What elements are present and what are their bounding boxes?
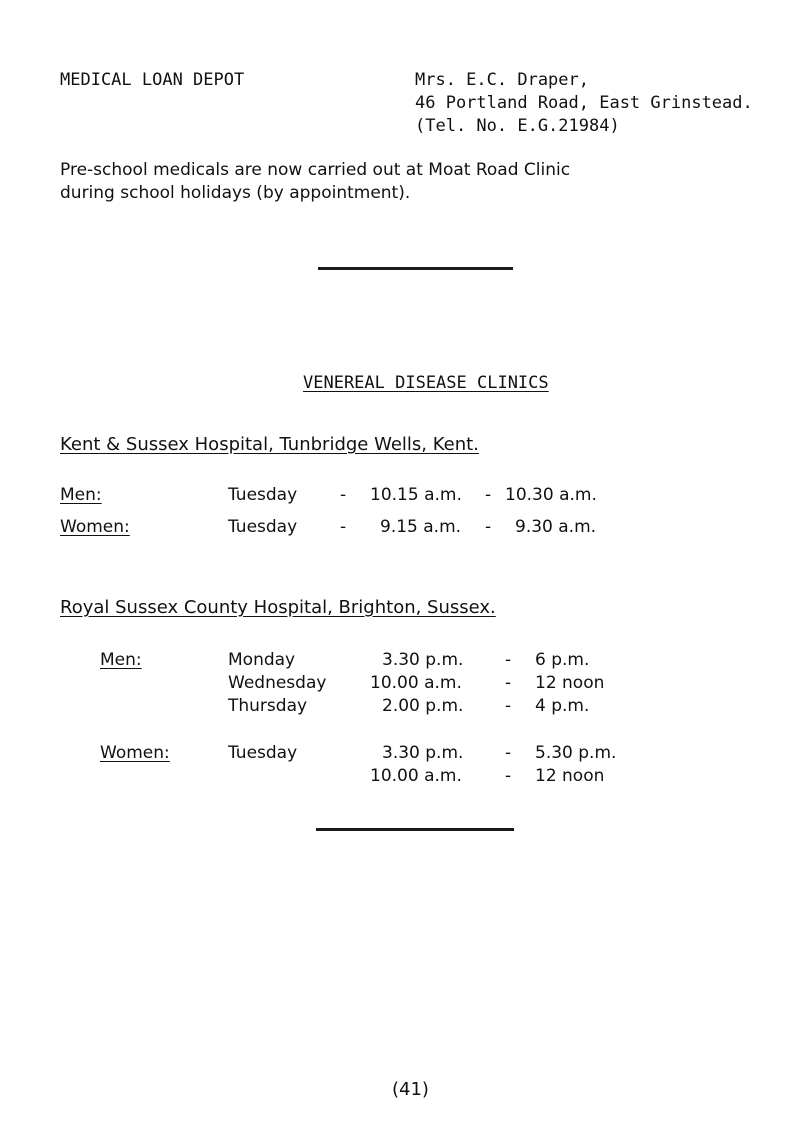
loan-depot-title: MEDICAL LOAN DEPOT (60, 70, 245, 90)
royal-row (0, 673, 800, 697)
kent-group-label: Women: (60, 517, 130, 537)
kent-end-time: 10.30 a.m. (505, 485, 597, 505)
royal-end-time: 12 noon (535, 766, 605, 786)
kent-dash: - (485, 517, 492, 537)
royal-start-time: 3.30 p.m. (382, 650, 464, 670)
royal-hospital-title: Royal Sussex County Hospital, Brighton, Sussex. (60, 597, 496, 618)
kent-hospital-title: Kent & Sussex Hospital, Tunbridge Wells, Kent. (60, 434, 479, 455)
royal-start-time: 2.00 p.m. (382, 696, 464, 716)
kent-dash: - (340, 485, 347, 505)
royal-row (0, 650, 800, 674)
royal-end-time: 5.30 p.m. (535, 743, 617, 763)
royal-day: Tuesday (228, 743, 298, 763)
royal-dash: - (505, 673, 512, 693)
royal-dash: - (505, 766, 512, 786)
royal-start-time: 10.00 a.m. (370, 766, 462, 786)
loan-depot-address-3: (Tel. No. E.G.21984) (415, 116, 620, 136)
loan-depot-address-2: 46 Portland Road, East Grinstead. (415, 93, 753, 113)
royal-start-time: 10.00 a.m. (370, 673, 462, 693)
kent-day: Tuesday (228, 485, 298, 505)
royal-dash: - (505, 743, 512, 763)
royal-end-time: 6 p.m. (535, 650, 590, 670)
kent-day: Tuesday (228, 517, 298, 537)
kent-dash: - (340, 517, 347, 537)
kent-start-time: 9.15 a.m. (380, 517, 462, 537)
royal-end-time: 4 p.m. (535, 696, 590, 716)
vd-heading: VENEREAL DISEASE CLINICS (303, 373, 549, 393)
royal-row (0, 766, 800, 790)
loan-depot-address-1: Mrs. E.C. Draper, (415, 70, 589, 90)
royal-dash: - (505, 650, 512, 670)
section-divider (316, 828, 514, 831)
royal-group-label: Men: (100, 650, 142, 670)
page-number: (41) (392, 1079, 429, 1100)
kent-row-men (0, 485, 800, 509)
kent-end-time: 9.30 a.m. (515, 517, 597, 537)
kent-start-time: 10.15 a.m. (370, 485, 462, 505)
royal-day: Wednesday (228, 673, 327, 693)
section-divider (318, 267, 513, 270)
royal-end-time: 12 noon (535, 673, 605, 693)
royal-row (0, 696, 800, 720)
royal-row (0, 743, 800, 767)
royal-day: Thursday (228, 696, 308, 716)
kent-dash: - (485, 485, 492, 505)
royal-group-label: Women: (100, 743, 170, 763)
royal-day: Monday (228, 650, 296, 670)
preschool-line-1: Pre-school medicals are now carried out at Moat Road Clinic (60, 160, 571, 180)
preschool-line-2: during school holidays (by appointment). (60, 183, 411, 203)
kent-group-label: Men: (60, 485, 102, 505)
royal-start-time: 3.30 p.m. (382, 743, 464, 763)
royal-dash: - (505, 696, 512, 716)
kent-row-women (0, 517, 800, 541)
